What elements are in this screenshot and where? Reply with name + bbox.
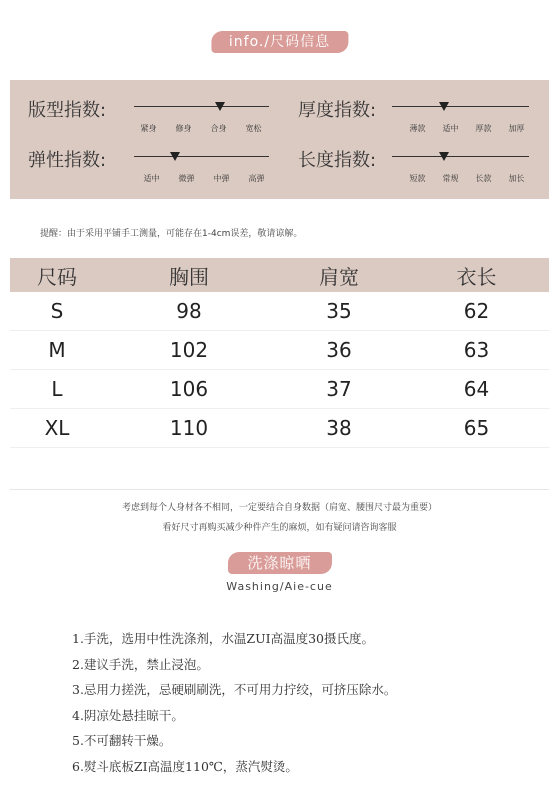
fit-option: 修身 xyxy=(175,124,192,133)
table-row xyxy=(10,370,549,409)
cell-shoulder: 38 xyxy=(326,416,352,440)
cell-shoulder: 35 xyxy=(326,299,352,323)
thickness-option: 薄款 xyxy=(409,124,426,133)
thickness-option: 厚款 xyxy=(475,124,492,133)
cell-chest: 98 xyxy=(176,299,202,323)
length-option: 常规 xyxy=(442,174,459,183)
care-item: 6.熨斗底板ZI高温度110℃，蒸汽熨烫。 xyxy=(72,758,298,774)
header-length: 衣长 xyxy=(456,264,497,289)
elasticity-index-options xyxy=(134,173,274,184)
fit-option: 合身 xyxy=(210,124,227,133)
cell-length: 62 xyxy=(463,299,490,323)
washing-subtitle: Washing/Aie-cue xyxy=(226,580,333,593)
section-title-size-info: info./尺码信息 xyxy=(211,31,348,53)
thickness-index-track xyxy=(392,106,529,107)
table-row xyxy=(10,331,549,370)
size-advice-line: 考虑到每个人身材各不相同，一定要结合自身数据（肩宽、腰围尺寸最为重要） xyxy=(121,503,437,513)
cell-chest: 102 xyxy=(169,338,209,362)
cell-size: M xyxy=(48,338,66,362)
fit-index-track xyxy=(134,106,269,107)
care-item: 4.阴凉处悬挂晾干。 xyxy=(72,707,184,723)
cell-shoulder: 37 xyxy=(326,377,352,401)
size-table-header xyxy=(10,258,549,292)
elasticity-index-marker xyxy=(170,152,180,161)
elasticity-index-label: 弹性指数: xyxy=(28,150,107,171)
header-chest: 胸围 xyxy=(169,264,209,289)
care-item: 2.建议手洗，禁止浸泡。 xyxy=(72,656,209,672)
length-index-track xyxy=(392,156,529,157)
care-item: 1.手洗，选用中性洗涤剂，水温ZUI高温度30摄氏度。 xyxy=(72,631,374,646)
cell-size: L xyxy=(51,377,63,401)
length-option: 长款 xyxy=(475,174,492,183)
fit-index-options xyxy=(131,123,271,134)
cell-length: 65 xyxy=(463,416,490,440)
cell-chest: 110 xyxy=(169,416,209,440)
elasticity-index-track xyxy=(134,156,269,157)
fit-index-marker xyxy=(215,102,225,111)
elasticity-option: 适中 xyxy=(143,174,160,183)
divider xyxy=(10,489,549,490)
length-option: 短款 xyxy=(409,174,426,183)
thickness-index-label: 厚度指数: xyxy=(298,100,377,121)
cell-size: XL xyxy=(44,416,70,440)
fit-option: 宽松 xyxy=(245,124,262,133)
cell-chest: 106 xyxy=(169,377,209,401)
table-row xyxy=(10,292,549,331)
size-advice-line: 看好尺寸再购买减少种件产生的麻烦，如有疑问请咨询客服 xyxy=(162,523,397,533)
thickness-option: 适中 xyxy=(442,124,459,133)
cell-length: 63 xyxy=(463,338,490,362)
length-option: 加长 xyxy=(508,174,525,183)
fit-option: 紧身 xyxy=(140,124,157,133)
length-index-marker xyxy=(439,152,449,161)
header-size: 尺码 xyxy=(37,264,77,289)
thickness-option: 加厚 xyxy=(508,124,525,133)
length-index-label: 长度指数: xyxy=(298,150,377,171)
cell-shoulder: 36 xyxy=(326,338,352,362)
care-item: 5.不可翻转干燥。 xyxy=(72,733,172,748)
thickness-index-marker xyxy=(439,102,449,111)
fit-index-label: 版型指数: xyxy=(28,100,107,121)
thickness-index-options xyxy=(401,123,533,134)
cell-size: S xyxy=(50,299,64,323)
care-instructions xyxy=(72,626,396,779)
header-shoulder: 肩宽 xyxy=(319,264,359,289)
size-table xyxy=(10,258,549,448)
elasticity-option: 微弹 xyxy=(178,174,195,183)
cell-length: 64 xyxy=(463,377,490,401)
elasticity-option: 高弹 xyxy=(248,174,265,183)
elasticity-option: 中弹 xyxy=(213,174,230,183)
fit-index-panel xyxy=(10,80,549,199)
measurement-note: 提醒：由于采用平铺手工测量，可能存在1-4cm误差，敬请谅解。 xyxy=(40,229,303,239)
care-item: 3.忌用力搓洗，忌硬刷刷洗，不可用力拧绞，可挤压除水。 xyxy=(72,682,397,697)
length-index-options xyxy=(401,173,533,184)
table-row xyxy=(10,409,549,448)
section-title-washing: 洗涤晾晒 xyxy=(227,552,331,574)
